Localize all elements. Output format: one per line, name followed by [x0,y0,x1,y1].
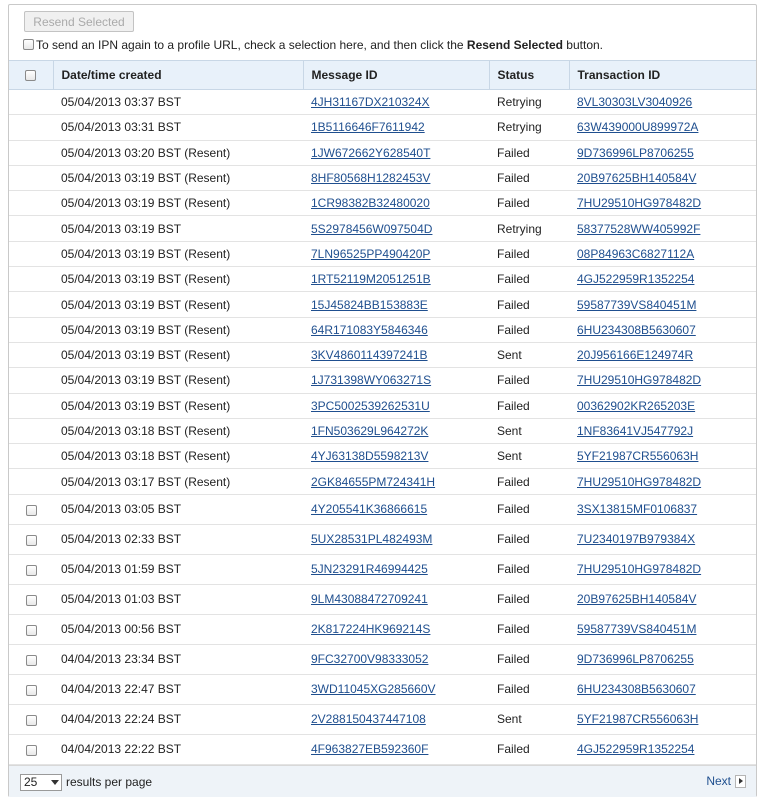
transaction-id-cell [569,292,756,317]
status-cell: Failed [497,742,530,757]
pagination-footer [9,765,756,797]
table-row [9,644,756,674]
date-cell: 04/04/2013 22:24 BST [61,712,182,727]
transaction-id-cell [569,734,756,764]
per-page-value: 25 [24,775,38,789]
transaction-id-link[interactable]: 20B97625BH140584V [577,171,697,186]
transaction-id-link[interactable]: 58377528WW405992F [577,221,701,236]
per-page-label: results per page [66,775,153,789]
table-row [9,342,756,367]
row-select-cell [9,674,53,704]
row-select-cell [9,216,53,241]
table-row [9,191,756,216]
transaction-id-link[interactable]: 08P84963C6827112A [577,246,695,261]
date-cell: 05/04/2013 03:17 BST (Resent) [61,474,231,489]
transaction-id-link[interactable]: 7HU29510HG978482D [577,196,702,211]
transaction-id-cell [569,614,756,644]
status-cell: Failed [497,474,530,489]
instructions-checkbox[interactable] [23,39,34,50]
message-id-link[interactable]: 5S2978456W097504D [311,221,433,236]
row-select-cell [9,292,53,317]
row-select-cell [9,165,53,190]
row-select-cell [9,494,53,524]
status-cell: Sent [497,712,522,727]
message-id-link[interactable]: 1RT52119M2051251B [311,272,431,287]
date-cell: 05/04/2013 02:33 BST [61,532,182,547]
transaction-id-link[interactable]: 9D736996LP8706255 [577,145,694,160]
date-cell: 05/04/2013 03:19 BST [61,221,182,236]
message-id-cell [303,444,489,469]
table-row [9,614,756,644]
row-select-cell [9,704,53,734]
message-id-cell [303,584,489,614]
instructions-text-before: To send an IPN again to a profile URL, check a selection here, and then click the [36,38,467,52]
message-id-link[interactable]: 15J45824BB153883E [311,297,428,312]
table-row [9,418,756,443]
table-row [9,90,756,115]
message-id-cell [303,140,489,165]
table-row [9,393,756,418]
transaction-id-link[interactable]: 1NF83641VJ547792J [577,424,694,438]
transaction-id-cell [569,469,756,494]
transaction-id-link[interactable]: 5YF21987CR556063H [577,449,699,464]
per-page-select[interactable] [20,774,62,791]
transaction-id-cell [569,704,756,734]
message-id-cell [303,644,489,674]
transaction-id-cell [569,165,756,190]
row-checkbox[interactable] [26,625,37,636]
row-checkbox[interactable] [26,655,37,666]
row-select-cell [9,393,53,418]
row-select-cell [9,734,53,764]
column-header-date[interactable]: Date/time created [53,61,303,90]
status-cell: Failed [497,246,530,261]
select-all-cell [9,61,53,90]
date-cell: 04/04/2013 23:34 BST [61,652,182,667]
status-cell: Failed [497,196,530,211]
message-id-cell [303,469,489,494]
transaction-id-cell [569,393,756,418]
ipn-history-panel [8,4,757,797]
message-id-cell [303,191,489,216]
transaction-id-link[interactable]: 00362902KR265203E [577,398,696,413]
date-cell: 05/04/2013 03:19 BST (Resent) [61,272,231,287]
date-cell: 05/04/2013 00:56 BST [61,622,182,637]
transaction-id-cell [569,90,756,115]
transaction-id-link[interactable]: 9D736996LP8706255 [577,652,694,667]
message-id-link[interactable]: 2K817224HK969214S [311,622,431,637]
status-cell: Failed [497,682,530,697]
message-id-link[interactable]: 9LM43088472709241 [311,592,428,607]
transaction-id-link[interactable]: 7HU29510HG978482D [577,474,702,489]
message-id-cell [303,393,489,418]
status-cell: Failed [497,592,530,607]
date-cell: 05/04/2013 03:19 BST (Resent) [61,246,231,261]
message-id-link[interactable]: 1FN503629L964272K [311,424,429,438]
message-id-link[interactable]: 3WD11045XG285660V [311,682,436,697]
table-row [9,317,756,342]
instructions-text-after: button. [562,38,603,52]
message-id-cell [303,704,489,734]
transaction-id-cell [569,115,756,140]
date-cell: 05/04/2013 03:19 BST (Resent) [61,171,231,186]
date-cell: 05/04/2013 03:31 BST [61,120,182,135]
resend-selected-button[interactable]: Resend Selected [24,11,134,32]
table-row [9,674,756,704]
table-row [9,165,756,190]
status-cell: Sent [497,449,522,464]
column-header-message-id[interactable]: Message ID [303,61,489,90]
date-cell: 05/04/2013 03:18 BST (Resent) [61,449,231,464]
transaction-id-cell [569,674,756,704]
date-cell: 05/04/2013 03:19 BST (Resent) [61,373,231,388]
table-row [9,734,756,764]
status-cell: Failed [497,171,530,186]
table-row [9,140,756,165]
message-id-cell [303,165,489,190]
status-cell: Failed [497,373,530,388]
row-select-cell [9,241,53,266]
row-checkbox[interactable] [26,505,37,516]
row-select-cell [9,418,53,443]
transaction-id-link[interactable]: 8VL30303LV3040926 [577,95,693,110]
row-select-cell [9,644,53,674]
ipn-table [9,60,756,765]
date-cell: 05/04/2013 01:59 BST [61,562,182,577]
transaction-id-link[interactable]: 20J956166E124974R [577,348,694,363]
message-id-cell [303,241,489,266]
row-select-cell [9,554,53,584]
table-row [9,524,756,554]
status-cell: Failed [497,145,530,160]
status-cell: Sent [497,348,522,363]
column-header-status[interactable]: Status [489,61,569,90]
transaction-id-link[interactable]: 7U2340197B979384X [577,532,696,547]
transaction-id-cell [569,368,756,393]
transaction-id-link[interactable]: 4GJ522959R1352254 [577,272,695,287]
message-id-cell [303,292,489,317]
transaction-id-cell [569,584,756,614]
transaction-id-link[interactable]: 5YF21987CR556063H [577,712,699,727]
message-id-link[interactable]: 2V288150437447108 [311,712,426,727]
transaction-id-link[interactable]: 3SX13815MF0106837 [577,502,698,517]
transaction-id-link[interactable]: 59587739VS840451M [577,297,697,312]
transaction-id-cell [569,267,756,292]
status-cell: Failed [497,322,530,337]
transaction-id-link[interactable]: 63W439000U899972A [577,120,699,135]
message-id-link[interactable]: 1J731398WY063271S [311,373,432,388]
message-id-cell [303,614,489,644]
transaction-id-cell [569,554,756,584]
table-header-row [9,61,756,90]
transaction-id-link[interactable]: 6HU234308B5630607 [577,682,696,697]
message-id-cell [303,317,489,342]
transaction-id-link[interactable]: 7HU29510HG978482D [577,373,702,388]
transaction-id-link[interactable]: 20B97625BH140584V [577,592,697,607]
message-id-cell [303,494,489,524]
transaction-id-cell [569,140,756,165]
message-id-cell [303,734,489,764]
transaction-id-cell [569,216,756,241]
transaction-id-cell [569,444,756,469]
row-checkbox[interactable] [26,565,37,576]
row-select-cell [9,368,53,393]
message-id-link[interactable]: 4F963827EB592360F [311,742,429,757]
table-row [9,267,756,292]
table-row [9,444,756,469]
next-arrow-icon [735,775,746,788]
transaction-id-cell [569,418,756,443]
date-cell: 05/04/2013 03:18 BST (Resent) [61,424,231,438]
select-all-checkbox[interactable] [25,70,36,81]
message-id-link[interactable]: 1JW672662Y628540T [311,145,431,160]
message-id-cell [303,368,489,393]
row-select-cell [9,524,53,554]
row-checkbox[interactable] [26,745,37,756]
table-row [9,494,756,524]
message-id-cell [303,216,489,241]
message-id-link[interactable]: 64R171083Y5846346 [311,322,428,337]
message-id-cell [303,90,489,115]
status-cell: Failed [497,652,530,667]
message-id-cell [303,342,489,367]
row-select-cell [9,317,53,342]
table-row [9,216,756,241]
message-id-cell [303,418,489,443]
row-select-cell [9,614,53,644]
date-cell: 05/04/2013 01:03 BST [61,592,182,607]
table-row [9,704,756,734]
message-id-link[interactable]: 9FC32700V98333052 [311,652,429,667]
status-cell: Failed [497,502,530,517]
date-cell: 05/04/2013 03:20 BST (Resent) [61,145,231,160]
table-row [9,115,756,140]
row-checkbox[interactable] [26,715,37,726]
status-cell: Failed [497,272,530,287]
transaction-id-cell [569,494,756,524]
status-cell: Sent [497,424,522,438]
message-id-cell [303,674,489,704]
status-cell: Failed [497,562,530,577]
date-cell: 04/04/2013 22:22 BST [61,742,182,757]
status-cell: Retrying [497,95,542,110]
transaction-id-cell [569,524,756,554]
row-select-cell [9,115,53,140]
row-select-cell [9,191,53,216]
table-row [9,469,756,494]
date-cell: 05/04/2013 03:05 BST [61,502,182,517]
transaction-id-cell [569,644,756,674]
status-cell: Failed [497,297,530,312]
message-id-cell [303,554,489,584]
status-cell: Failed [497,622,530,637]
row-select-cell [9,584,53,614]
transaction-id-link[interactable]: 7HU29510HG978482D [577,562,702,577]
message-id-link[interactable]: 7LN96525PP490420P [311,246,431,261]
date-cell: 05/04/2013 03:19 BST (Resent) [61,196,231,211]
transaction-id-cell [569,342,756,367]
message-id-cell [303,267,489,292]
status-cell: Failed [497,532,530,547]
instructions-text-bold: Resend Selected [466,38,563,52]
table-row [9,292,756,317]
status-cell: Failed [497,398,530,413]
row-select-cell [9,444,53,469]
status-cell: Retrying [497,221,542,236]
message-id-link[interactable]: 5UX28531PL482493M [311,532,433,547]
table-row [9,368,756,393]
message-id-link[interactable]: 1B5116646F7611942 [311,120,425,135]
message-id-link[interactable]: 8HF80568H1282453V [311,171,431,186]
status-cell: Retrying [497,120,542,135]
message-id-link[interactable]: 2GK84655PM724341H [311,474,436,489]
message-id-cell [303,524,489,554]
row-select-cell [9,469,53,494]
message-id-cell [303,115,489,140]
transaction-id-cell [569,241,756,266]
message-id-link[interactable]: 4JH31167DX210324X [311,95,430,110]
transaction-id-cell [569,317,756,342]
date-cell: 05/04/2013 03:19 BST (Resent) [61,297,231,312]
row-checkbox[interactable] [26,685,37,696]
transaction-id-link[interactable]: 4GJ522959R1352254 [577,742,695,757]
table-row [9,584,756,614]
message-id-link[interactable]: 5JN23291R46994425 [311,562,428,577]
date-cell: 05/04/2013 03:19 BST (Resent) [61,348,231,363]
instructions [23,37,603,53]
row-select-cell [9,90,53,115]
transaction-id-cell [569,191,756,216]
transaction-id-link[interactable]: 6HU234308B5630607 [577,322,696,337]
row-select-cell [9,267,53,292]
column-header-transaction-id[interactable]: Transaction ID [569,61,756,90]
row-select-cell [9,140,53,165]
table-row [9,241,756,266]
table-row [9,554,756,584]
transaction-id-link[interactable]: 59587739VS840451M [577,622,697,637]
row-checkbox[interactable] [26,535,37,546]
row-checkbox[interactable] [26,595,37,606]
message-id-link[interactable]: 4YJ63138D5598213V [311,449,429,464]
date-cell: 05/04/2013 03:19 BST (Resent) [61,398,231,413]
chevron-down-icon [51,780,59,785]
table-body [9,90,756,765]
message-id-link[interactable]: 3KV4860114397241B [311,348,428,363]
date-cell: 05/04/2013 03:37 BST [61,95,182,110]
message-id-link[interactable]: 1CR98382B32480020 [311,196,430,211]
date-cell: 04/04/2013 22:47 BST [61,682,182,697]
message-id-link[interactable]: 4Y205541K36866615 [311,502,428,517]
next-page-button[interactable] [706,774,746,788]
next-label: Next [706,774,731,788]
message-id-link[interactable]: 3PC5002539262531U [311,398,430,413]
date-cell: 05/04/2013 03:19 BST (Resent) [61,322,231,337]
row-select-cell [9,342,53,367]
